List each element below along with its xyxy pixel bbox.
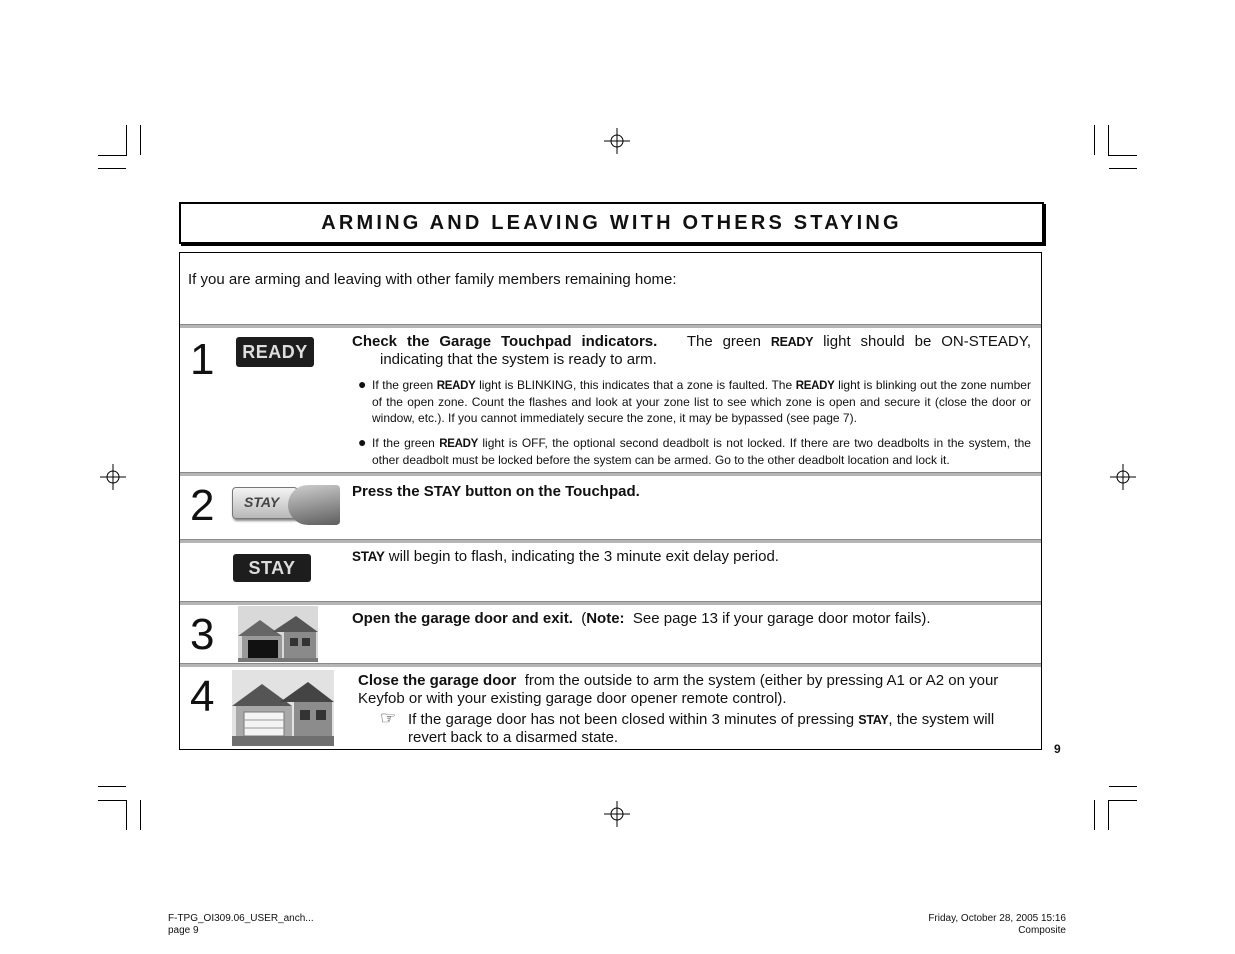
page-number: 9 — [1054, 742, 1061, 756]
crop-mark — [1108, 125, 1109, 155]
step-row-4 — [180, 666, 1041, 750]
intro-row — [180, 253, 1041, 325]
crop-mark — [140, 125, 141, 155]
step-number: 4 — [190, 672, 215, 721]
step-text: Open the garage door and exit. (Note: See page 13 if your garage door motor fails). — [352, 610, 931, 627]
crop-mark — [98, 800, 127, 801]
step-row-2 — [180, 475, 1041, 539]
keyword: READY — [770, 335, 814, 349]
pointing-hand-icon: ☞ — [380, 708, 397, 728]
crop-mark — [1109, 786, 1137, 787]
footer-composite: Composite — [1018, 925, 1066, 936]
footer-timestamp: Friday, October 28, 2005 15:16 — [928, 913, 1066, 924]
crop-mark — [98, 168, 126, 169]
footer-page: page 9 — [168, 925, 199, 936]
step-text — [352, 483, 1031, 501]
crop-mark — [1094, 800, 1095, 830]
step-text: Close the garage door from the outside to arm the system (either by pressing A1 or A2 on your Keyfob or with your existing garage door opener remote control). — [358, 672, 999, 707]
step-number: 1 — [190, 335, 215, 384]
step-heading: Check the Garage Touchpad indicators. — [352, 333, 658, 350]
registration-mark-icon — [100, 464, 126, 490]
page-title: ARMING AND LEAVING WITH OTHERS STAYING — [321, 212, 902, 234]
step-heading: Open the garage door and exit. — [352, 610, 573, 627]
footer-right — [928, 913, 1066, 937]
house-closed-garage-image — [232, 670, 334, 746]
keyword: STAY — [858, 713, 889, 727]
step-text: STAY will begin to flash, indicating the 3 minute exit delay period. — [352, 548, 779, 565]
footer-filename: F-TPG_OI309.06_USER_anch... — [168, 913, 314, 924]
crop-mark — [98, 786, 126, 787]
step-text: Check the Garage Touchpad indicators. The green READY light should be ON-STEADY, indicating that the system is ready to arm. — [352, 333, 1032, 368]
crop-mark — [126, 800, 127, 830]
finger-icon — [288, 485, 340, 525]
crop-mark — [140, 800, 141, 830]
bullet-icon: ● — [358, 434, 367, 450]
crop-mark — [1108, 800, 1109, 830]
crop-mark — [1109, 168, 1137, 169]
bullet-icon: ● — [358, 376, 367, 392]
step-heading: Press the STAY button on the Touchpad. — [352, 483, 640, 500]
crop-mark — [1108, 800, 1137, 801]
instructions-table — [179, 252, 1042, 750]
bullet-item: ● If the green READY light is OFF, the optional second deadbolt is not locked. If there are two deadbolts in the system, the other deadbolt must be locked before the system can be armed. Go to the other deadbolt location and lock it. — [358, 434, 1031, 467]
step-heading: Close the garage door — [358, 672, 517, 689]
stay-button-label: STAY — [244, 494, 280, 510]
keyword: STAY — [352, 549, 385, 564]
footer-left — [168, 913, 314, 937]
registration-mark-icon — [604, 801, 630, 827]
step-number: 3 — [190, 610, 215, 659]
stay-indicator: STAY — [233, 554, 311, 582]
stay-button-press-image — [232, 483, 338, 527]
step-note: ☞ If the garage door has not been closed within 3 minutes of pressing STAY, the system will revert back to a disarmed state. — [380, 708, 995, 746]
ready-indicator: READY — [236, 337, 314, 367]
bullet-item: ● If the green READY light is BLINKING, this indicates that a zone is faulted. The READY light is blinking out the zone number of the open zone. Count the flashes and look at your zone list to see which zone is open and secure it (close the door or window, etc.). If you cannot immediately secure the zone, it may be bypassed (see page 7). — [358, 376, 1031, 425]
crop-mark — [1108, 155, 1137, 156]
registration-mark-icon — [1110, 464, 1136, 490]
crop-mark — [126, 125, 127, 155]
house-open-garage-image — [238, 606, 318, 662]
registration-mark-icon — [604, 128, 630, 154]
title-box — [179, 202, 1044, 244]
crop-mark — [1094, 125, 1095, 155]
stay-indicator-row — [180, 542, 1041, 600]
step-row-1 — [180, 327, 1041, 471]
intro-text: If you are arming and leaving with other family members remaining home: — [188, 271, 677, 288]
step-row-3 — [180, 604, 1041, 664]
crop-mark — [98, 155, 127, 156]
step-number: 2 — [190, 481, 215, 530]
